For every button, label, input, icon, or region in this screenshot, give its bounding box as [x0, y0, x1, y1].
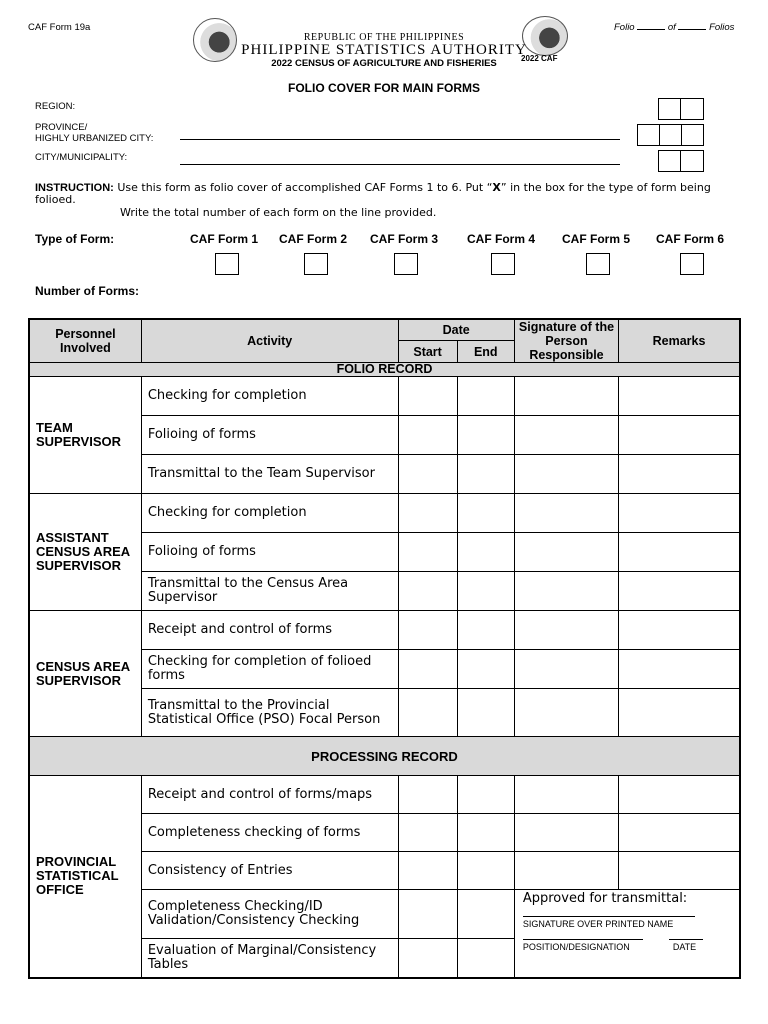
- signature-cell[interactable]: [514, 416, 618, 455]
- instruction-part3: folioed.: [35, 193, 76, 206]
- remarks-cell[interactable]: [619, 572, 740, 611]
- activity-header: Activity: [141, 319, 398, 363]
- number-of-forms-label: Number of Forms:: [35, 284, 140, 298]
- end-date-cell[interactable]: [457, 377, 514, 416]
- activity-cell: Checking for completion: [141, 377, 398, 416]
- form-code: CAF Form 19a: [28, 22, 91, 33]
- start-date-cell[interactable]: [398, 494, 457, 533]
- activity-cell: Checking for completion of folioed forms: [141, 650, 398, 689]
- remarks-cell[interactable]: [619, 776, 740, 814]
- start-date-cell[interactable]: [398, 611, 457, 650]
- signature-cell[interactable]: [514, 814, 618, 852]
- position-line[interactable]: [523, 939, 643, 940]
- start-date-cell[interactable]: [398, 533, 457, 572]
- signature-cell[interactable]: [514, 689, 618, 737]
- province-label-line2: HIGHLY URBANIZED CITY:: [35, 133, 154, 144]
- end-date-cell[interactable]: [457, 852, 514, 890]
- remarks-cell[interactable]: [619, 814, 740, 852]
- end-date-cell[interactable]: [457, 611, 514, 650]
- activity-cell: Transmittal to the Census Area Supervisor: [141, 572, 398, 611]
- start-date-cell[interactable]: [398, 416, 457, 455]
- personnel-provincial-statistical-office: PROVINCIAL STATISTICAL OFFICE: [29, 776, 141, 978]
- start-date-cell[interactable]: [398, 814, 457, 852]
- personnel-header: Personnel Involved: [29, 319, 141, 363]
- caf-form-3-checkbox[interactable]: [394, 253, 418, 275]
- instruction-part1: Use this form as folio cover of accomplished CAF Forms 1 to 6. Put “: [117, 181, 493, 194]
- remarks-cell[interactable]: [619, 416, 740, 455]
- remarks-cell[interactable]: [619, 494, 740, 533]
- page-title: FOLIO COVER FOR MAIN FORMS: [288, 81, 480, 95]
- end-date-cell[interactable]: [457, 689, 514, 737]
- end-date-cell[interactable]: [457, 416, 514, 455]
- remarks-cell[interactable]: [619, 689, 740, 737]
- form-type-caf3-label: CAF Form 3: [370, 232, 439, 246]
- agency-heading: PHILIPPINE STATISTICS AUTHORITY: [241, 42, 527, 58]
- personnel-census-area-supervisor: CENSUS AREA SUPERVISOR: [29, 611, 141, 737]
- end-date-cell[interactable]: [457, 494, 514, 533]
- signature-cell[interactable]: [514, 650, 618, 689]
- start-date-cell[interactable]: [398, 890, 457, 939]
- signature-header: Signature of the Person Responsible: [514, 319, 618, 363]
- signature-cell[interactable]: [514, 852, 618, 890]
- instruction-x-mark: X: [492, 181, 501, 194]
- folio-record-section: FOLIO RECORD: [29, 363, 740, 377]
- instruction-part2: ” in the box for the type of form being: [500, 181, 711, 194]
- of-label: of: [667, 22, 676, 33]
- activity-cell: Folioing of forms: [141, 416, 398, 455]
- signature-cell[interactable]: [514, 455, 618, 494]
- remarks-cell[interactable]: [619, 377, 740, 416]
- caf-form-4-checkbox[interactable]: [491, 253, 515, 275]
- end-date-cell[interactable]: [457, 814, 514, 852]
- signature-cell[interactable]: [514, 611, 618, 650]
- start-date-cell[interactable]: [398, 852, 457, 890]
- activity-cell: Completeness Checking/ID Validation/Consistency Checking: [141, 890, 398, 939]
- activity-cell: Consistency of Entries: [141, 852, 398, 890]
- start-date-cell[interactable]: [398, 776, 457, 814]
- start-date-cell[interactable]: [398, 939, 457, 978]
- date-caption: DATE: [672, 942, 697, 952]
- remarks-cell[interactable]: [619, 455, 740, 494]
- end-date-cell[interactable]: [457, 650, 514, 689]
- province-name-line[interactable]: [180, 139, 620, 140]
- instruction-line2: Write the total number of each form on the line provided.: [120, 206, 437, 219]
- signature-cell[interactable]: [514, 776, 618, 814]
- start-date-header: Start: [398, 341, 457, 363]
- city-code-box[interactable]: [658, 150, 704, 172]
- date-line[interactable]: [669, 939, 703, 940]
- personnel-assistant-cas: ASSISTANT CENSUS AREA SUPERVISOR: [29, 494, 141, 611]
- activity-cell: Folioing of forms: [141, 533, 398, 572]
- personnel-team-supervisor: TEAM SUPERVISOR: [29, 377, 141, 494]
- activity-cell: Checking for completion: [141, 494, 398, 533]
- folios-label: Folios: [709, 22, 735, 33]
- end-date-cell[interactable]: [457, 890, 514, 939]
- end-date-cell[interactable]: [457, 939, 514, 978]
- approval-block: [514, 890, 740, 978]
- signature-cell[interactable]: [514, 494, 618, 533]
- folio-record-table: [28, 318, 741, 979]
- city-label: CITY/MUNICIPALITY:: [35, 152, 128, 163]
- caf-form-1-checkbox[interactable]: [215, 253, 239, 275]
- province-label-line1: PROVINCE/: [35, 122, 88, 133]
- form-type-caf4-label: CAF Form 4: [467, 232, 536, 246]
- end-date-cell[interactable]: [457, 776, 514, 814]
- type-of-form-label: Type of Form:: [35, 232, 115, 246]
- activity-cell: Completeness checking of forms: [141, 814, 398, 852]
- processing-record-section: PROCESSING RECORD: [29, 737, 740, 776]
- end-date-header: End: [457, 341, 514, 363]
- folio-number-field[interactable]: [637, 29, 665, 30]
- date-header: Date: [398, 319, 514, 341]
- activity-cell: Receipt and control of forms: [141, 611, 398, 650]
- position-caption: POSITION/DESIGNATION: [522, 942, 630, 952]
- census-heading: 2022 CENSUS OF AGRICULTURE AND FISHERIES: [271, 58, 497, 69]
- instruction-label: INSTRUCTION:: [35, 182, 114, 194]
- remarks-cell[interactable]: [619, 533, 740, 572]
- caf-form-5-checkbox[interactable]: [586, 253, 610, 275]
- signature-cell[interactable]: [514, 533, 618, 572]
- form-type-caf5-label: CAF Form 5: [562, 232, 631, 246]
- start-date-cell[interactable]: [398, 572, 457, 611]
- city-name-line[interactable]: [180, 164, 620, 165]
- form-type-caf2-label: CAF Form 2: [279, 232, 348, 246]
- remarks-cell[interactable]: [619, 852, 740, 890]
- end-date-cell[interactable]: [457, 533, 514, 572]
- caf-logo-label: 2022 CAF: [521, 54, 558, 63]
- folio-label: Folio: [614, 22, 635, 33]
- region-code-box[interactable]: [658, 98, 704, 120]
- approval-title: Approved for transmittal:: [522, 891, 688, 906]
- start-date-cell[interactable]: [398, 455, 457, 494]
- folio-total-field[interactable]: [678, 29, 706, 30]
- activity-cell: Transmittal to the Team Supervisor: [141, 455, 398, 494]
- form-type-caf1-label: CAF Form 1: [190, 232, 259, 246]
- form-type-caf6-label: CAF Form 6: [656, 232, 725, 246]
- republic-heading: REPUBLIC OF THE PHILIPPINES: [303, 32, 465, 43]
- end-date-cell[interactable]: [457, 572, 514, 611]
- region-label: REGION:: [35, 101, 76, 112]
- caf-form-2-checkbox[interactable]: [304, 253, 328, 275]
- activity-cell: Transmittal to the Provincial Statistical Office (PSO) Focal Person: [141, 689, 398, 737]
- signature-caption: SIGNATURE OVER PRINTED NAME: [522, 919, 674, 929]
- instruction-text: [35, 182, 735, 219]
- start-date-cell[interactable]: [398, 377, 457, 416]
- caf-form-6-checkbox[interactable]: [680, 253, 704, 275]
- remarks-header: Remarks: [619, 319, 740, 363]
- signature-line[interactable]: [523, 906, 695, 917]
- province-code-box[interactable]: [637, 124, 704, 146]
- province-label: [35, 122, 153, 144]
- remarks-cell[interactable]: [619, 611, 740, 650]
- activity-cell: Evaluation of Marginal/Consistency Tables: [141, 939, 398, 978]
- end-date-cell[interactable]: [457, 455, 514, 494]
- remarks-cell[interactable]: [619, 650, 740, 689]
- signature-cell[interactable]: [514, 377, 618, 416]
- signature-cell[interactable]: [514, 572, 618, 611]
- start-date-cell[interactable]: [398, 650, 457, 689]
- activity-cell: Receipt and control of forms/maps: [141, 776, 398, 814]
- start-date-cell[interactable]: [398, 689, 457, 737]
